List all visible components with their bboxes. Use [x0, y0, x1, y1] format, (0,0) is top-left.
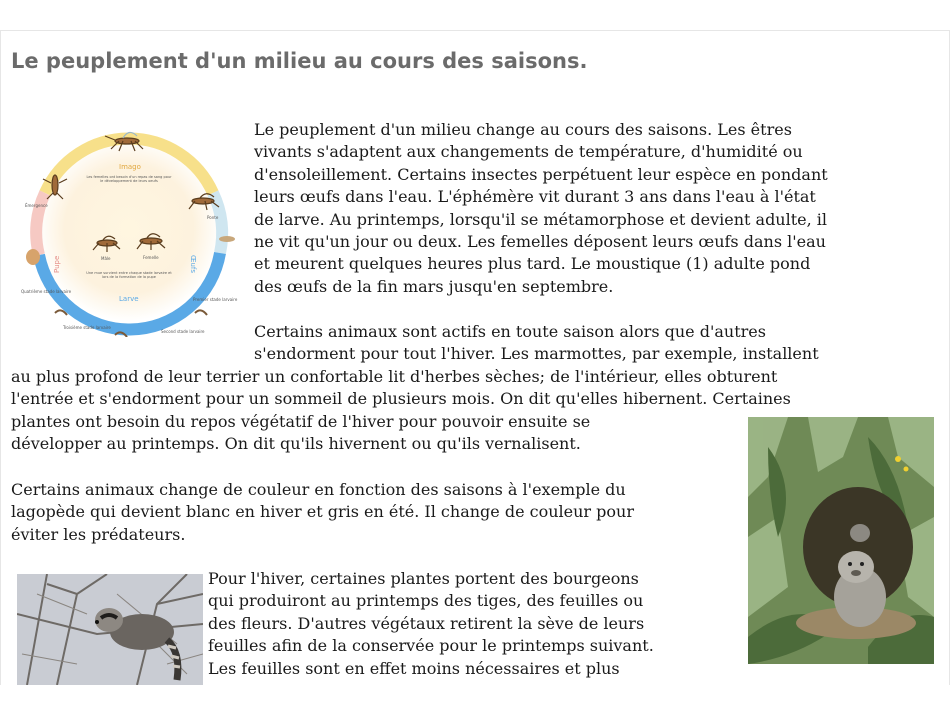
cycle-center-bottom-text: Une mue survient entre chaque stade larvaire et lors de la formation de la pupe [86, 271, 172, 279]
mosquito-life-cycle-illustration-icon [15, 123, 243, 337]
cycle-label-pupe: Pupe [53, 255, 61, 273]
text-line: au plus profond de leur terrier un confortable lit d'herbes sèches; de l'intérieur, elles obturent [11, 367, 778, 386]
cycle-label-quatrieme: Quatrième stade larvaire [21, 289, 72, 294]
paragraph-1 [254, 119, 828, 298]
mosquito-life-cycle-figure [15, 123, 243, 337]
text-line: feuilles afin de la conservée pour le printemps suivant. [208, 636, 654, 656]
text-line: Le peuplement d'un milieu change au cours des saisons. Les êtres [254, 120, 792, 139]
text-line: Certains animaux sont actifs en toute saison alors que d'autres [254, 322, 766, 341]
raccoon-figure [17, 574, 203, 685]
cycle-label-troisieme: Troisième stade larvaire [63, 325, 111, 330]
text-line: éviter les prédateurs. [11, 524, 186, 544]
cycle-label-emergence: Émergence [25, 203, 48, 208]
cycle-label-ponte: Ponte [207, 215, 219, 220]
text-line: et meurent quelques heures plus tard. Le moustique (1) adulte pond [254, 254, 811, 274]
text-line: leurs œufs dans l'eau. L'éphémère vit durant 3 ans dans l'eau à l'état [254, 187, 816, 207]
page-title: Le peuplement d'un milieu au cours des saisons. [11, 49, 588, 73]
cycle-center-top-text: Les femelles ont besoin d'un repas de sang pour le développement de leurs oeufs [86, 175, 172, 183]
document-page [0, 30, 950, 685]
text-line: développer au printemps. On dit qu'ils hivernent ou qu'ils vernalisent. [11, 434, 581, 454]
cycle-label-femelle: Femelle [143, 255, 159, 260]
text-line: Les feuilles sont en effet moins nécessaires et plus [208, 658, 620, 678]
text-line: lagopède qui devient blanc en hiver et gris en été. Il change de couleur pour [11, 502, 634, 522]
paragraph-2-body [11, 366, 791, 456]
text-line: de larve. Au printemps, lorsqu'il se métamorphose et devient adulte, il [254, 209, 828, 229]
cycle-label-second: Second stade larvaire [161, 329, 205, 334]
cycle-label-oeufs: Œufs [189, 255, 197, 274]
text-line: qui produiront au printemps des tiges, des feuilles ou [208, 591, 644, 611]
paragraph-3 [11, 479, 634, 546]
cycle-label-imago: Imago [119, 163, 141, 171]
paragraph-2-intro [254, 321, 819, 366]
cycle-label-larve: Larve [119, 295, 139, 303]
marmot-photo-icon [748, 417, 934, 664]
text-line: des œufs de la fin mars jusqu'en septembre. [254, 276, 614, 296]
marmot-figure [748, 417, 934, 664]
text-line: Certains animaux change de couleur en fonction des saisons à l'exemple du [11, 480, 626, 499]
cycle-label-male: Mâle [101, 256, 111, 261]
text-line: s'endorment pour tout l'hiver. Les marmottes, par exemple, installent [254, 344, 819, 364]
text-line: Pour l'hiver, certaines plantes portent des bourgeons [208, 569, 639, 588]
text-line: l'entrée et s'endorment pour un sommeil de plusieurs mois. On dit qu'elles hibernent. Certaines [11, 389, 791, 409]
cycle-label-premier: Premier stade larvaire [193, 297, 238, 302]
text-line: vivants s'adaptent aux changements de température, d'humidité ou [254, 142, 803, 162]
text-line: d'ensoleillement. Certains insectes perpétuent leur espèce en pondant [254, 164, 828, 184]
raccoon-in-tree-photo-icon [17, 574, 203, 685]
text-line: plantes ont besoin du repos végétatif de l'hiver pour pouvoir ensuite se [11, 411, 591, 431]
text-line: des fleurs. D'autres végétaux retirent la sève de leurs [208, 613, 645, 633]
paragraph-4 [208, 568, 654, 680]
text-line: ne vit qu'un jour ou deux. Les femelles déposent leurs œufs dans l'eau [254, 232, 826, 252]
